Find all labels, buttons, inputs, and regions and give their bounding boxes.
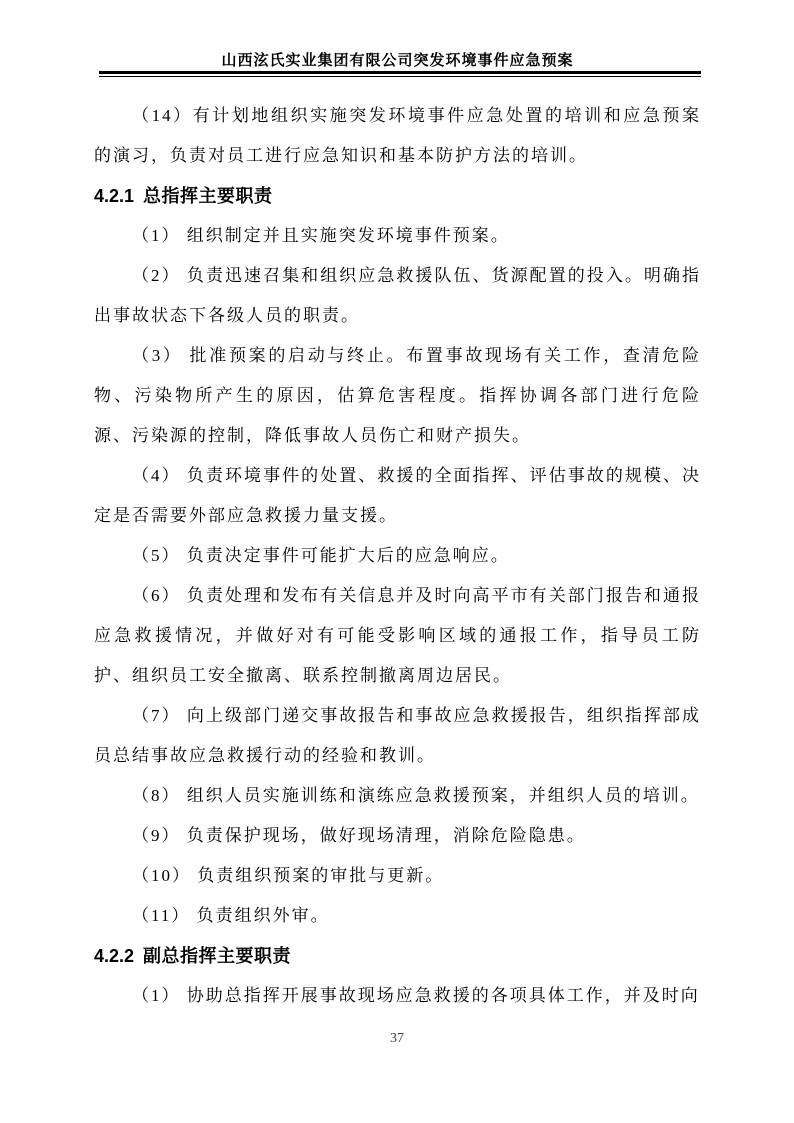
body-paragraph: （1） 组织制定并且实施突发环境事件预案。 <box>132 226 510 245</box>
document-body <box>94 96 701 1016</box>
body-paragraph: （14）有计划地组织实施突发环境事件应急处置的培训和应急预案的演习，负责对员工进行应急知识和基本防护方法的培训。 <box>94 106 701 165</box>
body-paragraph: （6） 负责处理和发布有关信息并及时向高平市有关部门报告和通报应急救援情况，并做好对有可能受影响区域的通报工作，指导员工防护、组织员工安全撤离、联系控制撤离周边居民。 <box>94 586 701 685</box>
header-double-rule <box>99 71 701 77</box>
section-title: 副总指挥主要职责 <box>143 946 292 966</box>
section-heading <box>94 176 701 216</box>
body-paragraph: （4） 负责环境事件的处置、救援的全面指挥、评估事故的规模、决定是否需要外部应急救援力量支援。 <box>94 466 701 525</box>
document-header-title: 山西泫氏实业集团有限公司突发环境事件应急预案 <box>221 52 574 69</box>
body-paragraph: （10） 负责组织预案的审批与更新。 <box>132 866 445 885</box>
body-paragraph: （5） 负责决定事件可能扩大后的应急响应。 <box>132 546 510 565</box>
section-heading <box>94 936 701 976</box>
body-paragraph: （1） 协助总指挥开展事故现场应急救援的各项具体工作，并及时向 <box>132 986 700 1005</box>
section-title: 总指挥主要职责 <box>143 186 273 206</box>
body-paragraph: （11） 负责组织外审。 <box>132 906 330 925</box>
body-paragraph: （7） 向上级部门递交事故报告和事故应急救援报告，组织指挥部成员总结事故应急救援行动的经验和教训。 <box>94 706 701 765</box>
body-paragraph: （2） 负责迅速召集和组织应急救援队伍、货源配置的投入。明确指出事故状态下各级人员的职责。 <box>94 266 701 325</box>
body-paragraph: （3） 批准预案的启动与终止。布置事故现场有关工作，查清危险物、污染物所产生的原因，估算危害程度。指挥协调各部门进行危险源、污染源的控制，降低事故人员伤亡和财产损失。 <box>94 346 701 445</box>
body-paragraph: （9） 负责保护现场，做好现场清理，消除危险隐患。 <box>132 826 586 845</box>
section-number: 4.2.2 <box>94 946 135 966</box>
body-paragraph: （8） 组织人员实施训练和演练应急救援预案，并组织人员的培训。 <box>132 786 700 805</box>
page-number: 37 <box>390 1031 404 1046</box>
section-number: 4.2.1 <box>94 186 135 206</box>
